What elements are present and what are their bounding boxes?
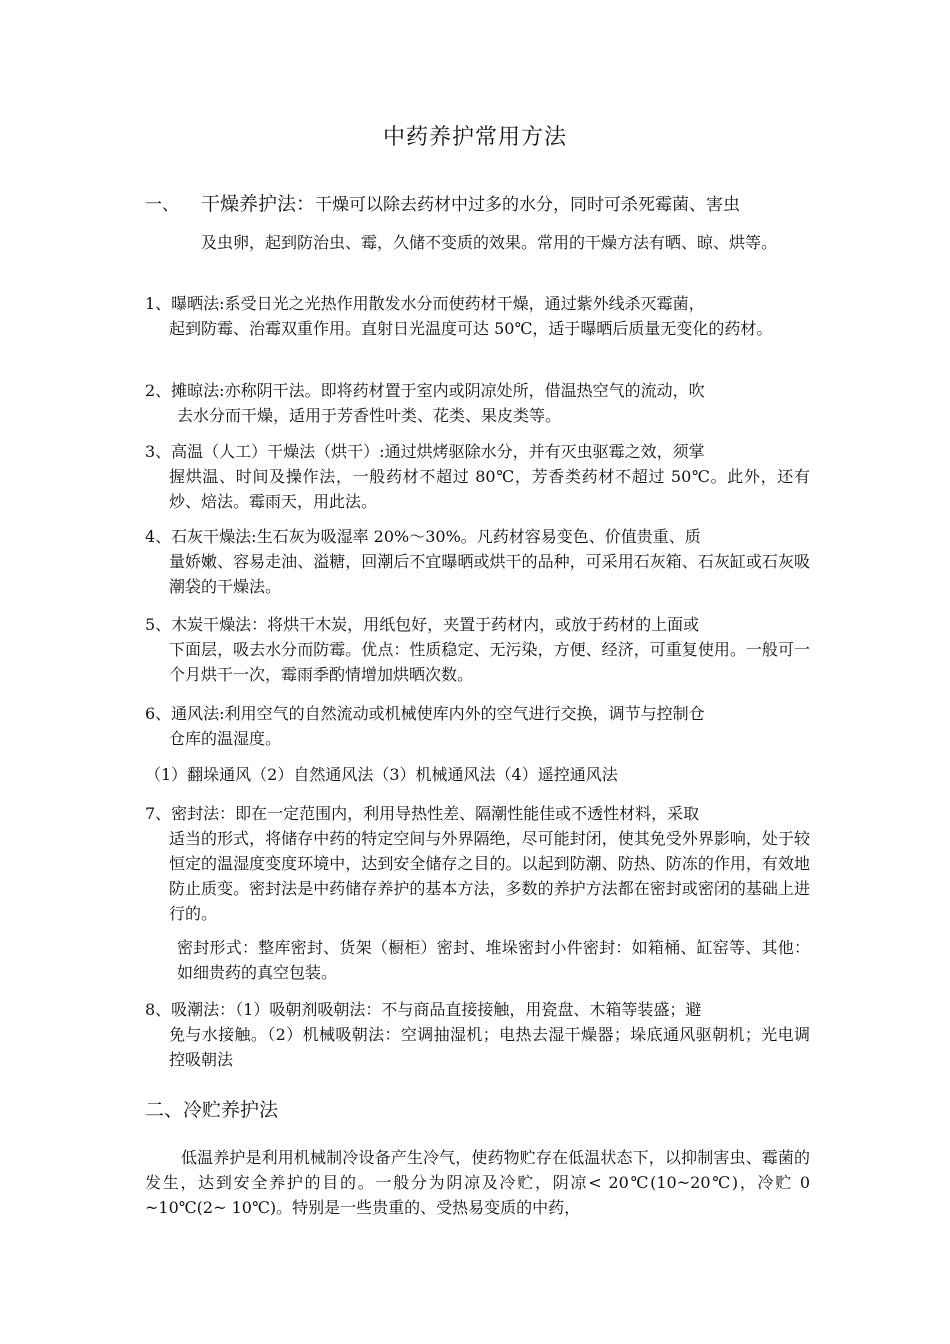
method-item-rest: 免与水接触。（2）机械吸朝法：空调抽湿机；电热去湿干燥器；垛底通风驱朝机；光电调控吸朝法 [169, 1025, 810, 1069]
ventilation-types: （1）翻垛通风（2）自然通风法（3）机械通风法（4）遥控通风法 [145, 765, 618, 784]
section-1-text-rest: 及虫卵，起到防治虫、霉，久储不变质的效果。常用的干燥方法有晒、晾、烘等。 [201, 233, 778, 252]
method-item-1 [145, 291, 810, 341]
method-item-rest: 握烘温、时间及操作法，一般药材不超过 80℃，芳香类药材不超过 50℃。此外，还有炒、焙法。霉雨天，用此法。 [169, 467, 810, 511]
method-item-5 [145, 612, 810, 687]
method-item-rest: 下面层，吸去水分而防霉。优点：性质稳定、无污染，方便、经济，可重复使用。一般可一个月烘干一次，霉雨季酌情增加烘晒次数。 [169, 640, 810, 684]
method-item-first-line: 7、密封法：即在一定范围内，利用导热性差、隔潮性能佳或不透性材料，采取 [145, 804, 700, 823]
method-item-8 [145, 997, 810, 1072]
method-item-first-line: 1、曝晒法:系受日光之光热作用散发水分而使药材干燥，通过紫外线杀灭霉菌， [145, 294, 705, 313]
section-2-heading: 二、冷贮养护法 [145, 1099, 279, 1121]
method-item-first-line: 3、高温（人工）干燥法（烘干）:通过烘烤驱除水分，并有灭虫驱霉之效，须掌 [145, 442, 705, 461]
method-item-3 [145, 439, 810, 514]
method-item-rest: 去水分而干燥，适用于芳香性叶类、花类、果皮类等。 [177, 406, 562, 425]
section-2-paragraph: 低温养护是利用机械制冷设备产生冷气，使药物贮存在低温状态下，以抑制害虫、霉菌的发生，达到安全养护的目的。一般分为阴凉及冷贮，阴凉< 20℃(10~20℃)，冷贮 0 ~10℃(2~ 10℃)。特别是一些贵重的、受热易变质的中药， [145, 1148, 810, 1217]
section-1-number: 一、 [145, 195, 179, 215]
method-item-rest: 量娇嫩、容易走油、溢糖，回潮后不宜曝晒或烘干的品种，可采用石灰箱、石灰缸或石灰吸潮袋的干燥法。 [169, 552, 810, 596]
method-item-rest: 适当的形式，将储存中药的特定空间与外界隔绝，尽可能封闭，使其免受外界影响，处于较恒定的温湿度变度环境中，达到安全储存之目的。以起到防潮、防热、防冻的作用，有效地防止质变。密封法是中药储存养护的基本方法，多数的养护方法都在密封或密闭的基础上进行的。 [169, 829, 810, 923]
method-item-first-line: 5、木炭干燥法：将烘干木炭，用纸包好，夹置于药材内，或放于药材的上面或 [145, 615, 700, 634]
method-item-6 [145, 701, 810, 751]
page-title: 中药养护常用方法 [382, 125, 567, 150]
method-item-rest: 起到防霉、治霉双重作用。直射日光温度可达 50℃，适于曝晒后质量无变化的药材。 [169, 319, 773, 338]
method-item-first-line: 8、吸潮法：（1）吸朝剂吸朝法：不与商品直接接触，用瓷盘、木箱等装盛；避 [145, 1000, 702, 1019]
method-item-7 [145, 801, 810, 926]
section-1-label: 干燥养护法： [201, 193, 316, 215]
method-item-4 [145, 524, 810, 599]
section-1-text-line1: 干燥可以除去药材中过多的水分，同时可杀死霉菌、害虫 [315, 195, 741, 215]
method-item-first-line: 4、石灰干燥法:生石灰为吸湿率 20%～30%。凡药材容易变色、价值贵重、质 [145, 527, 701, 546]
method-item-rest: 仓库的温湿度。 [169, 729, 282, 748]
method-item-first-line: 6、通风法:利用空气的自然流动或机械使库内外的空气进行交换，调节与控制仓 [145, 704, 705, 723]
method-item-first-line: 2、摊晾法:亦称阴干法。即将药材置于室内或阴凉处所，借温热空气的流动，吹 [145, 381, 705, 400]
seal-forms: 密封形式：整库密封、货架（橱柜）密封、堆垛密封小件密封：如箱桶、缸窑等、其他：如细贵药的真空包装。 [177, 938, 810, 982]
method-item-2 [145, 378, 810, 428]
section-1-heading [145, 189, 815, 220]
